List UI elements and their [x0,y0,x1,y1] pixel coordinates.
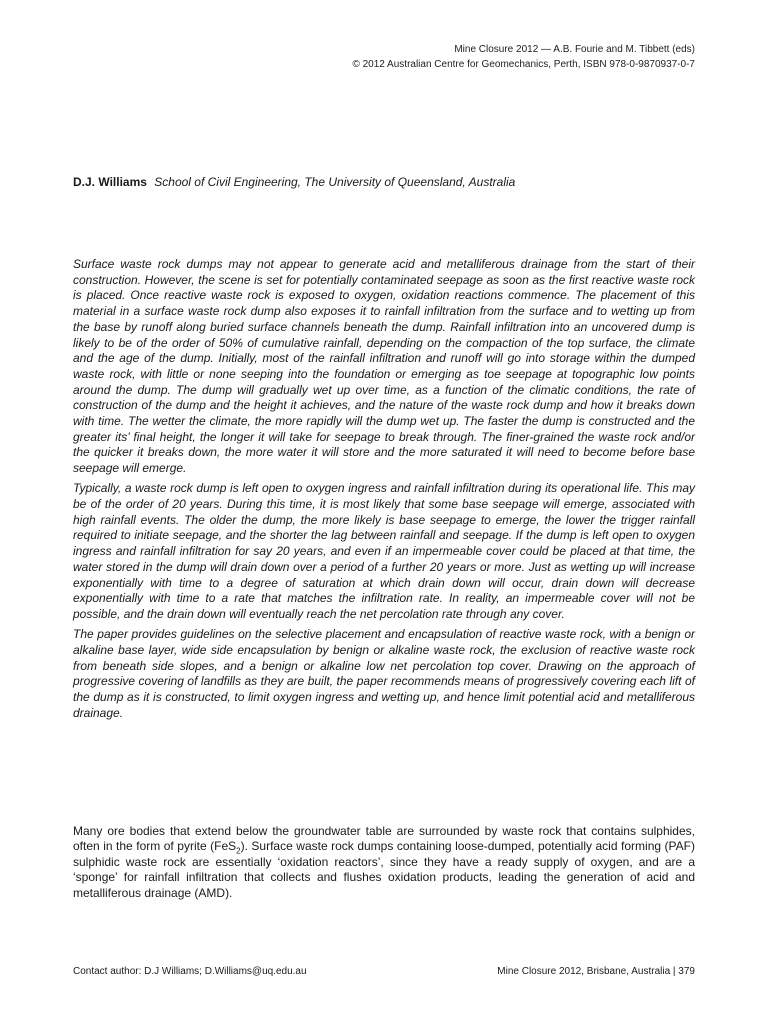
intro-text-part-2: ). Surface waste rock dumps containing loose-dumped, potentially acid forming (PAF) sulphidic waste rock are essentially ‘oxidation reactors’, since they have a ready supply of oxygen, and are a ‘sponge’ for rainfall infiltration that collects and flushes oxidation products, leading the generation of acid and metalliferous drainage (AMD). [73,839,695,900]
author-affiliation: School of Civil Engineering, The University of Queensland, Australia [154,175,516,189]
footer-contact: Contact author: D.J Williams; D.Williams@uq.edu.au [73,966,307,977]
abstract [73,257,695,726]
abstract-paragraph-3: The paper provides guidelines on the selective placement and encapsulation of reactive waste rock, with a benign or alkaline base layer, wide side encapsulation by benign or alkaline waste rock, the exclusion of reactive waste rock from beneath side slopes, and a benign or alkaline low net percolation top cover. Drawing on the approach of progressive covering of landfills as they are built, the paper recommends means of progressively covering each lift of the dump as it is constructed, to limit oxygen ingress and wetting up, and hence limit potential acid and metalliferous drainage. [73,627,695,720]
intro-paragraph [73,824,695,901]
author-name: D.J. Williams [73,175,147,189]
header-line-1: Mine Closure 2012 — A.B. Fourie and M. Tibbett (eds) [454,44,695,55]
abstract-paragraph-2: Typically, a waste rock dump is left open to oxygen ingress and rainfall infiltration during its operational life. This may be of the order of 20 years. During this time, it is most likely that some base seepage will emerge, associated with high rainfall events. The older the dump, the more likely is base seepage to emerge, the lower the trigger rainfall required to initiate seepage, and the shorter the lag between rainfall and seepage. If the dump is left open to oxygen ingress and rainfall infiltration for say 20 years, and even if an impermeable cover could be placed at that time, the water stored in the dump will drain down over a period of a further 20 years or more. Just as wetting up will increase exponentially with time to a degree of saturation at which drain down will occur, drain down will decrease exponentially with time to a rate that matches the infiltration rate. In reality, an impermeable cover will not be possible, and the drain down will eventually reach the net percolation rate through any cover. [73,481,695,621]
author-line [73,174,515,190]
formula-subscript: 2 [236,846,241,856]
introduction [73,824,695,901]
intro-text-part-1: Many ore bodies that extend below the groundwater table are surrounded by waste rock that contains sulphides, often in the form of pyrite (FeS [73,824,695,854]
page-header [352,42,695,72]
footer-conference: Mine Closure 2012, Brisbane, Australia | 379 [497,966,695,977]
header-line-2: © 2012 Australian Centre for Geomechanics, Perth, ISBN 978-0-9870937-0-7 [352,59,695,70]
abstract-paragraph-1: Surface waste rock dumps may not appear to generate acid and metalliferous drainage from the start of their construction. However, the scene is set for potentially contaminated seepage as soon as the first reactive waste rock is placed. Once reactive waste rock is exposed to oxygen, oxidation reactions commence. The placement of this material in a surface waste rock dump also exposes it to rainfall infiltration from the surface and to wetting up from the base by runoff along buried surface channels beneath the dump. Rainfall infiltration into an uncovered dump is likely to be of the order of 50% of cumulative rainfall, depending on the compaction of the top surface, the climate and the age of the dump. Initially, most of the rainfall infiltration and runoff will go into storage within the dumped waste rock, with little or none seeping into the foundation or emerging as toe seepage at topographic low points around the dump. The dump will gradually wet up over time, as a function of the climatic conditions, the rate of construction of the dump and the height it achieves, and the nature of the waste rock dump and how it breaks down with time. The wetter the climate, the more rapidly will the dump wet up. The faster the dump is constructed and the greater its’ final height, the longer it will take for seepage to break through. The finer-grained the waste rock and/or the quicker it breaks down, the more water it will store and the more saturated it will need to become before base seepage will emerge. [73,257,695,476]
